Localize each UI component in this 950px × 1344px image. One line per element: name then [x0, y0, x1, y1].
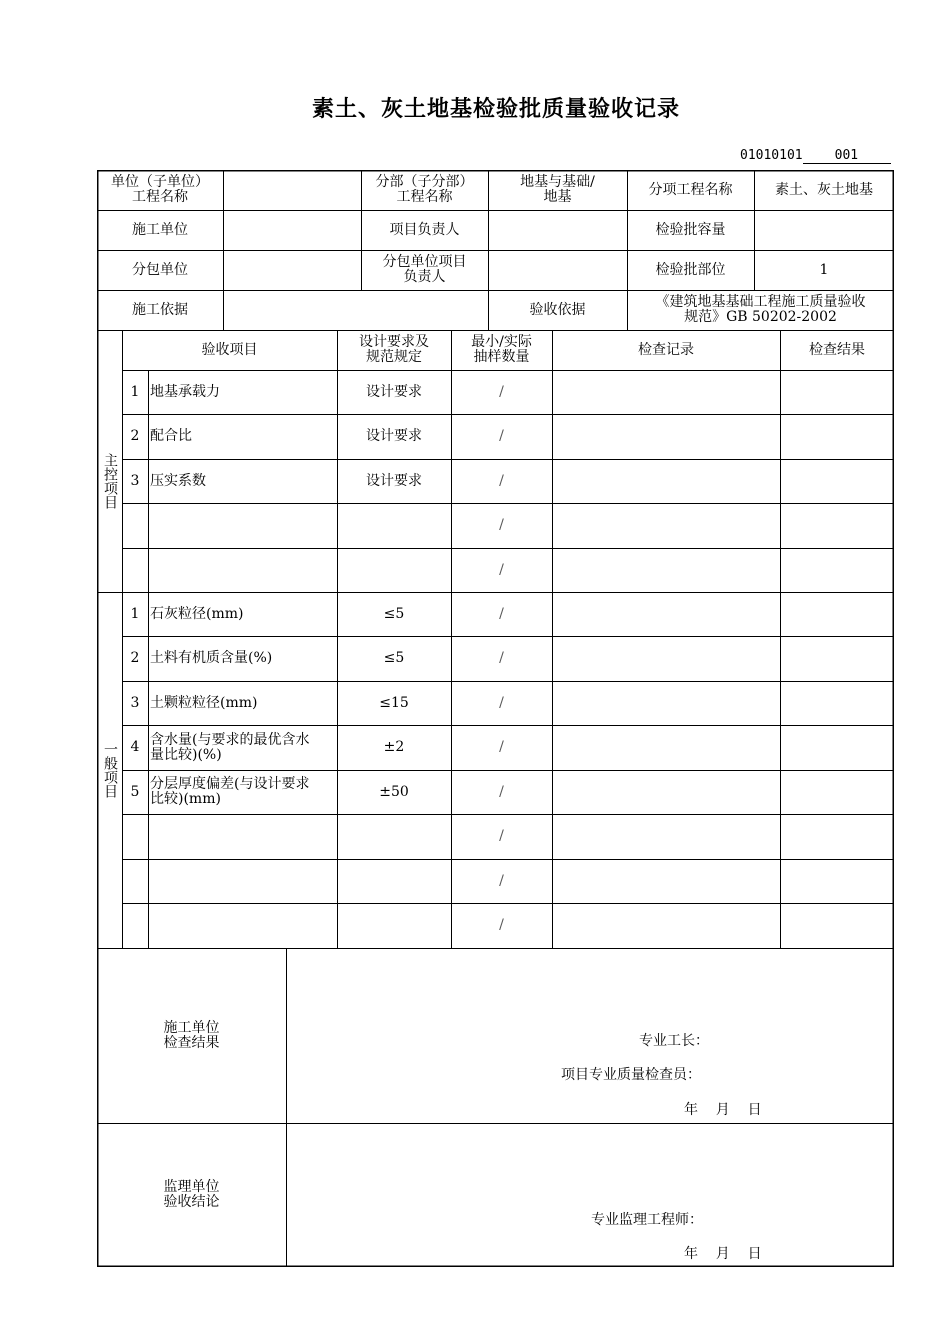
row-sample: /: [499, 872, 504, 889]
row-design: ≤5: [383, 650, 405, 666]
form-code-prefix: 01010101: [740, 148, 803, 163]
subcontractor-label: 分包单位: [132, 261, 188, 278]
main-control-label-text: 主控项目: [102, 453, 118, 509]
row-item: 压实系数: [150, 472, 206, 489]
contractor-check-label: 施工单位 检查结果: [163, 1019, 220, 1051]
row-number: 2: [130, 650, 140, 666]
main-control-section-label: [97, 370, 122, 592]
contractor-value[interactable]: [223, 210, 361, 250]
division-value[interactable]: 地基与基础/ 地基: [520, 174, 595, 205]
supervising-engineer-signature-label: 专业监理工程师：: [591, 1212, 703, 1228]
row-design: ≤5: [383, 605, 405, 622]
row-item: 土料有机质含量(%): [150, 650, 273, 666]
row-sample: /: [499, 517, 504, 533]
row-item: 配合比: [150, 428, 192, 444]
form-code: [740, 148, 891, 164]
subcontractor-value[interactable]: [223, 250, 361, 290]
row-item: 分层厚度偏差(与设计要求 比较)(mm): [150, 776, 310, 807]
row-item: 石灰粒径(mm): [150, 605, 244, 622]
general-section-label: [97, 592, 122, 948]
row-design: ≤15: [379, 694, 409, 711]
row-number: 4: [130, 739, 140, 755]
row-number: 5: [130, 783, 140, 800]
row-sample: /: [499, 605, 504, 622]
page-title: 素土、灰土地基检验批质量验收记录: [311, 97, 680, 122]
row-sample: /: [499, 783, 504, 800]
row-item: 地基承载力: [150, 383, 220, 400]
foreman-signature-label: 专业工长：: [639, 1033, 709, 1049]
row-sample: /: [499, 739, 504, 755]
row-sample: /: [499, 472, 504, 489]
col-header-design: 设计要求及 规范规定: [359, 334, 429, 365]
general-label-text: 一般项目: [102, 742, 118, 798]
col-header-item: 验收项目: [201, 341, 258, 358]
col-header-sample: 最小/实际 抽样数量: [471, 334, 532, 365]
row-number: 2: [130, 428, 140, 444]
division-label: 分部（子分部） 工程名称: [375, 174, 474, 205]
row-number: 1: [130, 383, 140, 400]
row-design: 设计要求: [366, 472, 422, 489]
project-manager-label: 项目负责人: [389, 221, 460, 238]
supervisor-date: 年 月 日: [684, 1246, 762, 1262]
project-manager-value[interactable]: [488, 210, 627, 250]
sub-project-manager-label: 分包单位项目 负责人: [382, 254, 467, 285]
subitem-label: 分项工程名称: [648, 181, 733, 198]
sub-project-manager-value[interactable]: [488, 250, 627, 290]
row-sample: /: [499, 694, 504, 711]
batch-capacity-label: 检验批容量: [655, 221, 726, 238]
row-sample: /: [499, 828, 504, 844]
acceptance-record-table: [97, 170, 894, 1267]
col-header-record: 检查记录: [638, 341, 694, 358]
row-number: 3: [130, 472, 140, 489]
col-header-result: 检查结果: [809, 341, 865, 358]
row-design: ±2: [383, 739, 405, 755]
row-design: 设计要求: [366, 383, 422, 400]
unit-project-label: 单位（子单位） 工程名称: [111, 174, 209, 205]
unit-project-value[interactable]: [223, 170, 361, 210]
row-sample: /: [499, 383, 504, 400]
row-item: 土颗粒粒径(mm): [150, 694, 258, 711]
row-number: 1: [130, 605, 140, 622]
construction-basis-value[interactable]: [223, 290, 488, 330]
row-design: 设计要求: [366, 428, 422, 444]
construction-basis-label: 施工依据: [132, 301, 188, 318]
form-code-number: 001: [803, 148, 891, 164]
quality-inspector-signature-label: 项目专业质量检查员：: [561, 1067, 701, 1083]
contractor-date: 年 月 日: [684, 1102, 762, 1118]
acceptance-basis-value: 《建筑地基基础工程施工质量验收 规范》GB 50202-2002: [655, 294, 866, 325]
row-sample: /: [499, 917, 504, 933]
supervisor-check-label: 监理单位 验收结论: [163, 1179, 220, 1210]
row-item: 含水量(与要求的最优含水 量比较)(%): [150, 731, 310, 763]
batch-location-value[interactable]: 1: [819, 261, 829, 278]
row-number: 3: [130, 694, 140, 711]
row-sample: /: [499, 428, 504, 444]
subitem-value[interactable]: 素土、灰土地基: [775, 181, 873, 198]
row-design: ±50: [379, 783, 409, 800]
batch-capacity-value[interactable]: [754, 210, 894, 250]
contractor-label: 施工单位: [132, 221, 188, 238]
acceptance-basis-label: 验收依据: [529, 301, 586, 318]
batch-location-label: 检验批部位: [655, 261, 726, 278]
row-sample: /: [499, 650, 504, 666]
row-sample: /: [499, 561, 504, 578]
